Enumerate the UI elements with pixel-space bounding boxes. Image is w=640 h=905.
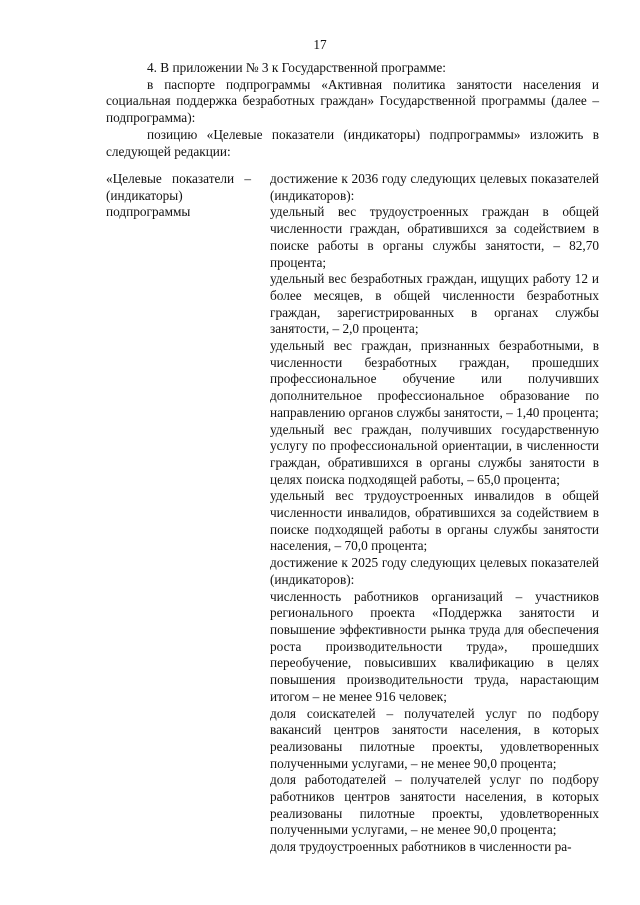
indicator-item: удельный вес граждан, получивших государственную услугу по профессиональной ориентации, в численности граждан, обратившихся в органы службы занятости в целях поиска подходящей работы, – 65,0 процента; (270, 421, 599, 487)
indicator-item: удельный вес трудоустроенных граждан в общей численности граждан, обратившихся за содействием в поиске работы в органы службы занятости, – 82,70 процента; (270, 204, 599, 270)
indicator-item: численность работников организаций – участников регионального проекта «Поддержка занятости и повышение эффективности рынка труда для обеспечения роста производительности труда», прошедших переобучение, повысивших квалификацию в целях повышения производительности труда, нарастающим итогом – не менее 916 человек; (270, 588, 599, 704)
indicator-item: удельный вес граждан, признанных безработными, в численности безработных граждан, прошедших профессиональное обучение или получивших дополнительное профессиональное образование по направлению органов службы занятости, – 1,40 процента; (270, 338, 599, 420)
table-left-label: «Целевые показатели – (индикаторы) подпрограммы (106, 171, 251, 220)
amendment-position: позицию «Целевые показатели (индикаторы) подпрограммы» изложить в следующей редакции: (106, 126, 599, 159)
indicator-item: достижение к 2036 году следующих целевых показателей (индикаторов): (270, 171, 599, 203)
indicator-item: удельный вес безработных граждан, ищущих работу 12 и более месяцев, в общей численности безработных граждан, зарегистрированных в органах службы занятости, – 2,0 процента; (270, 271, 599, 337)
intro-section (106, 60, 599, 160)
indicator-item: доля трудоустроенных работников в численности ра- (270, 839, 572, 855)
amendment-point: 4. В приложении № 3 к Государственной программе: (147, 60, 447, 75)
table-right-content (270, 171, 599, 856)
indicator-item: достижение к 2025 году следующих целевых показателей (индикаторов): (270, 555, 599, 587)
amendment-passport: в паспорте подпрограммы «Активная политика занятости населения и социальная поддержка безработных граждан» Государственной программы (далее – подпрограмма): (106, 76, 599, 126)
indicator-item: доля соискателей – получателей услуг по подбору вакансий центров занятости населения, в которых реализованы пилотные проекты, удовлетворенных полученными услугами, – не менее 90,0 процента; (270, 705, 599, 771)
page-number: 17 (313, 37, 327, 52)
indicator-item: доля работодателей – получателей услуг по подбору работников центров занятости населения, в которых реализованы пилотные проекты, удовлетворенных полученными услугами, – не менее 90,0 процента; (270, 772, 599, 838)
indicator-item: удельный вес трудоустроенных инвалидов в общей численности инвалидов, обратившихся за содействием в поиске подходящей работы в органы службы занятости населения, – 70,0 процента; (270, 488, 599, 554)
